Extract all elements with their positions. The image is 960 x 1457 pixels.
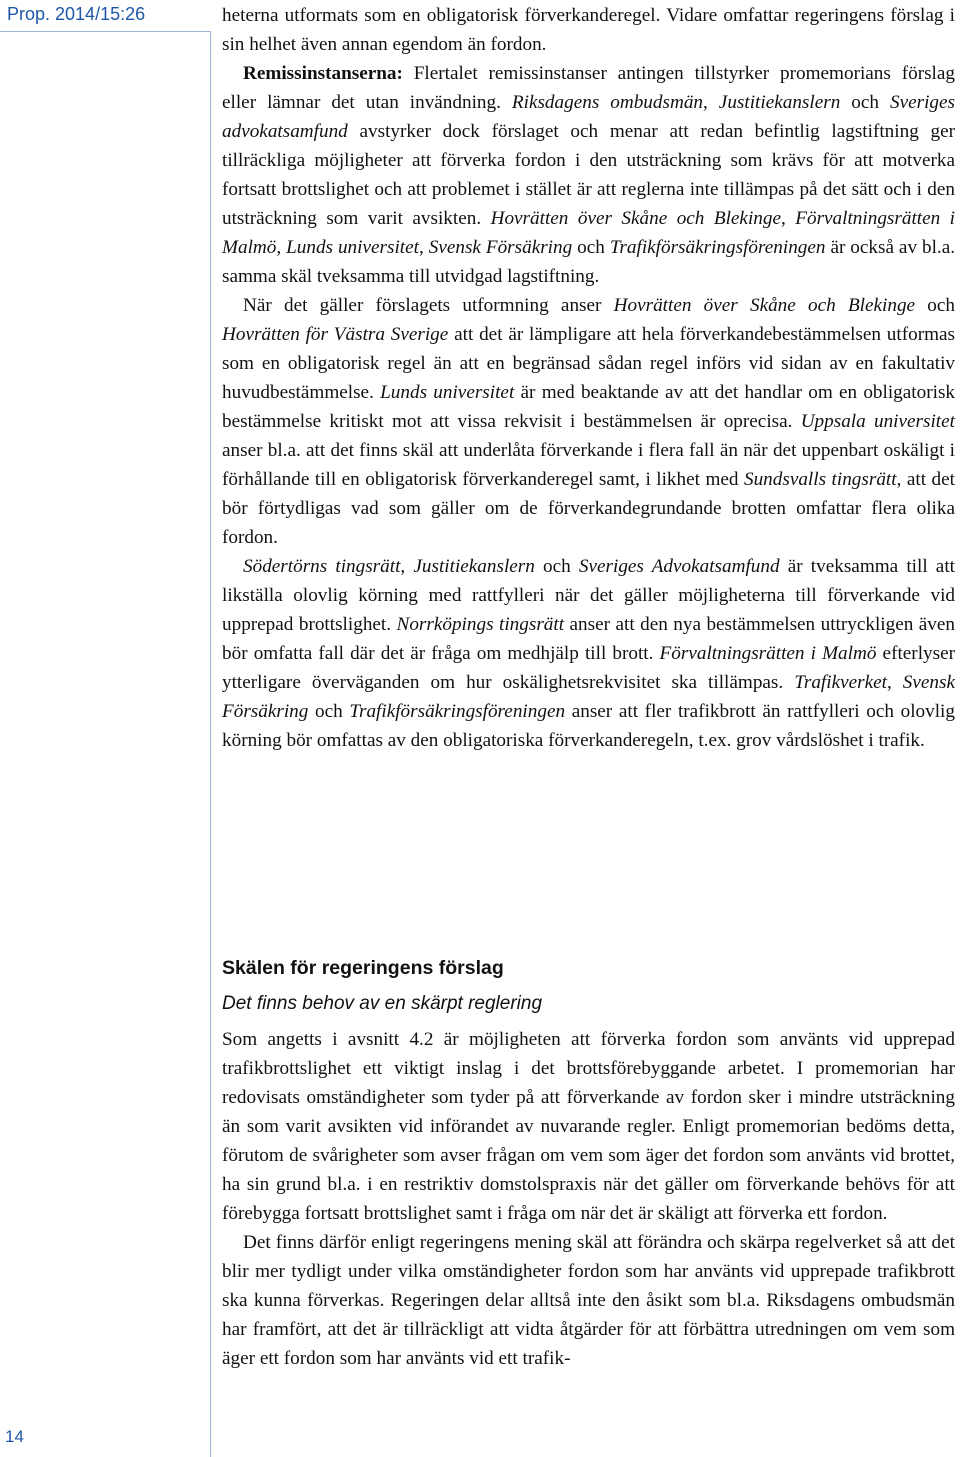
text: och: [572, 237, 610, 258]
text: att det är lämpligare att hela förverkandebestämmelsen utformas som en obligatorisk regel än att en begränsad sådan regel införs vid sidan av en fakultativ huvudbestämmelse.: [222, 324, 956, 403]
authority-name: Trafikförsäkringsföreningen: [609, 237, 826, 258]
paragraph-4: [222, 552, 955, 755]
authority-name: Uppsala universitet: [800, 411, 955, 432]
text: ,: [886, 672, 903, 693]
text: anser att fler trafikbrott än rattfylleri och olovlig körning bör omfattas av den obligatoriska förverkanderegeln, t.ex. grov vårdslöshet i trafik.: [222, 701, 955, 751]
authority-name: Sundsvalls tingsrätt: [743, 469, 897, 490]
text: , att det bör förtydligas vad som gäller om de förverkandegrundande brotten omfattar flera olika fordon.: [222, 469, 955, 548]
authority-name: Trafikförsäkringsföreningen: [349, 701, 566, 722]
paragraph-2: [222, 59, 955, 291]
authority-name: Sveriges advokatsamfund: [222, 92, 955, 142]
authority-name: Trafikverket: [794, 672, 887, 693]
text: När det gäller förslagets utformning anser: [243, 295, 614, 316]
text: anser bl.a. att det finns skäl att underlåta förverkande i flera fall än när det uppenbart oskäligt i förhållande till en obligatorisk förverkanderegel samt, i likhet med: [222, 440, 955, 490]
authority-name: Lunds universitet: [380, 382, 515, 403]
page-number: 14: [5, 1427, 24, 1446]
text: ,: [418, 237, 429, 258]
paragraph-1: [222, 1, 955, 59]
text: Flertalet remissinstanser antingen tillstyrker promemorians förslag eller lämnar det utan invändning.: [222, 63, 955, 113]
authority-name: Förvaltningsrätten i Malmö: [222, 208, 956, 258]
authority-name: Lunds universitet: [286, 237, 419, 258]
text: ,: [703, 92, 719, 113]
text: avstyrker dock förslaget och menar att redan befintlig lagstiftning ger tillräckliga möjligheter att förverka fordon i den utsträckning som krävs för att motverka fortsatt brottslighet och att problemet i stället är att reglerna inte tillämpas på det sätt och i den utsträckning som varit avsikten.: [222, 121, 955, 229]
text: ,: [400, 556, 414, 577]
authority-name: Justitiekanslern: [718, 92, 841, 113]
authority-name: Hovrätten för Västra Sverige: [222, 324, 449, 345]
authority-name: Sveriges Advokatsamfund: [578, 556, 780, 577]
authority-name: Förvaltningsrätten i Malmö: [659, 643, 877, 664]
text: är också av bl.a. samma skäl tveksamma till utvidgad lagstiftning.: [222, 237, 956, 287]
text: ,: [276, 237, 287, 258]
authority-name: Hovrätten över Skåne och Blekinge: [490, 208, 781, 229]
section-paragraph-1: Som angetts i avsnitt 4.2 är möjligheten att förverka fordon som använts vid upprepad trafikbrottslighet ett viktigt inslag i det brottsförebyggande arbetet. I promemorian har redovisats omständigheter som tyder på att förverkande av fordon sker i mindre utsträckning än som varit avsikten vid införandet av nuvarande regler. Enligt promemorian bedöms detta, förutom de svårigheter som avser frågan om vem som äger det fordon som använts vid brottet, ha sin grund bl.a. i en restriktiv domstolspraxis när det gäller om förverkande behövs för att förebygga fortsatt brottslighet samt i fråga om när det är skäligt att förverka ett fordon.: [222, 1029, 955, 1224]
text: anser att den nya bestämmelsen uttryckligen även bör omfatta fall där det är fråga om medhjälp till brott.: [222, 614, 956, 664]
text: och: [840, 92, 890, 113]
paragraph-3: [222, 291, 955, 552]
authority-name: Svensk Försäkring: [428, 237, 573, 258]
text: är tveksamma till att likställa olovlig körning med rattfylleri när det gäller möjligheterna till förverkande vid upprepad brottslighet.: [222, 556, 955, 635]
text: och: [534, 556, 579, 577]
authority-name: Norrköpings tingsrätt: [396, 614, 565, 635]
section-heading: Skälen för regeringens förslag: [222, 957, 504, 979]
text: och: [308, 701, 350, 722]
authority-name: Hovrätten över Skåne och Blekinge: [613, 295, 916, 316]
paragraph-1-text: heterna utformats som en obligatorisk förverkanderegel. Vidare omfattar regeringens förslag i sin helhet även annan egendom än fordon.: [222, 5, 955, 55]
header-rule: [0, 31, 211, 32]
section-skalen: [222, 955, 955, 1373]
authority-name: Södertörns tingsrätt: [243, 556, 401, 577]
authority-name: Justitiekanslern: [413, 556, 535, 577]
authority-name: Svensk Försäkring: [222, 672, 956, 722]
authority-name: Riksdagens ombudsmän: [511, 92, 704, 113]
section-subheading: Det finns behov av en skärpt reglering: [222, 993, 543, 1014]
text: och: [915, 295, 955, 316]
margin-rule: [210, 31, 211, 1457]
main-text: [222, 1, 955, 755]
text: är med beaktande av att det handlar om en obligatorisk bestämmelse kritiskt mot att vissa rekvisit i bestämmelsen är oprecisa.: [222, 382, 956, 432]
text: efterlyser ytterligare överväganden om hur oskälighetsrekvisitet ska tillämpas.: [222, 643, 955, 693]
text: ,: [780, 208, 796, 229]
remiss-label: Remissinstanserna:: [243, 63, 403, 84]
document-reference: Prop. 2014/15:26: [7, 4, 146, 24]
section-paragraph-2: Det finns därför enligt regeringens mening skäl att förändra och skärpa regelverket så att det blir mer tydligt under vilka omständigheter fordon som har använts vid upprepade trafikbrott ska kunna förverkas. Regeringen delar alltså inte den åsikt som bl.a. Riksdagens ombudsmän har framfört, att det är tillräckligt att vidta åtgärder för att förbättra utredningen om vem som äger ett fordon som har använts vid ett trafik-: [222, 1232, 955, 1369]
